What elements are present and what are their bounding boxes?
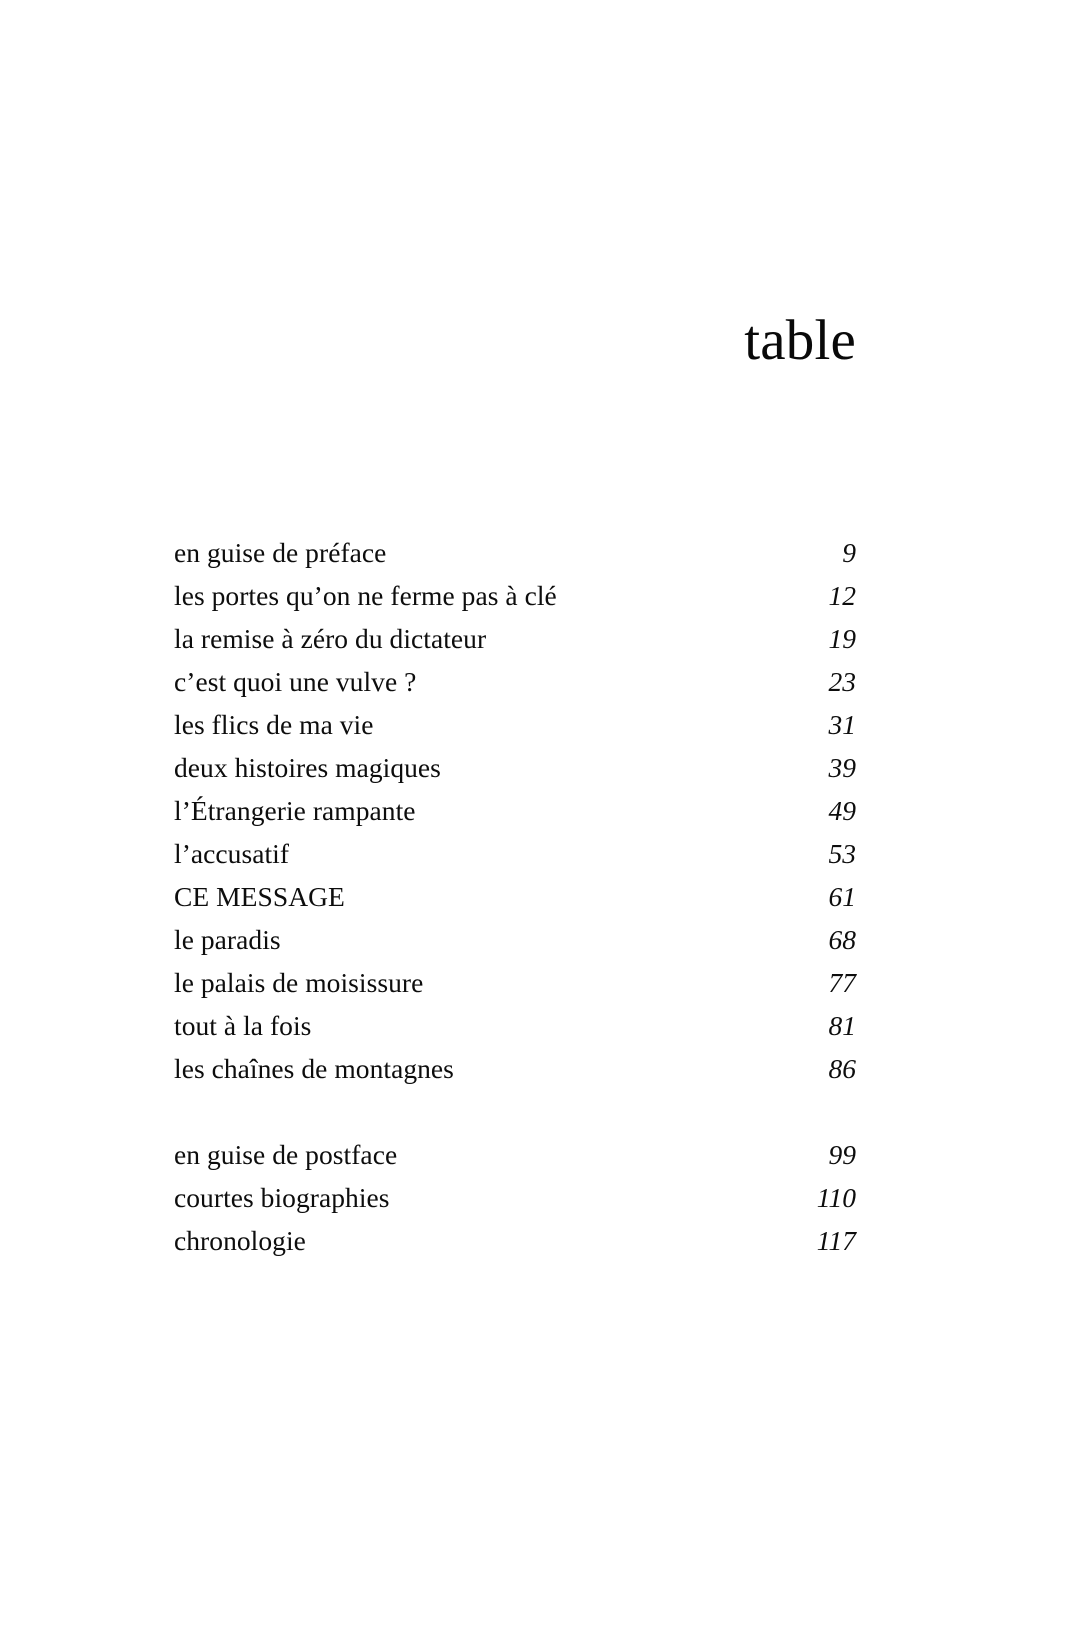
toc-entry[interactable] [174, 1219, 856, 1262]
toc-entry[interactable] [174, 1176, 856, 1219]
toc-entry-title: les portes qu’on ne ferme pas à clé [174, 580, 557, 611]
toc-entry-title: le paradis [174, 924, 281, 955]
toc-entry[interactable] [174, 832, 856, 875]
toc-entry-title: tout à la fois [174, 1010, 312, 1041]
table-of-contents [174, 531, 856, 1262]
page-title: table [744, 309, 856, 372]
toc-entry-page-number: 9 [842, 537, 856, 568]
toc-entry-title: l’Étrangerie rampante [174, 795, 416, 826]
toc-entry-page-number: 31 [828, 709, 856, 740]
toc-entry-page-number: 81 [828, 1010, 856, 1041]
toc-entry[interactable] [174, 1133, 856, 1176]
toc-entry-page-number: 39 [828, 752, 856, 783]
toc-entry-page-number: 77 [828, 967, 856, 998]
toc-entry[interactable] [174, 1047, 856, 1090]
toc-entry[interactable] [174, 617, 856, 660]
toc-entry-title: chronologie [174, 1225, 306, 1256]
toc-entry[interactable] [174, 875, 856, 918]
toc-entry-page-number: 53 [828, 838, 856, 869]
toc-entry-page-number: 23 [828, 666, 856, 697]
toc-entry-page-number: 19 [828, 623, 856, 654]
toc-group-back-matter [174, 1133, 856, 1262]
toc-entry-title: en guise de postface [174, 1139, 398, 1170]
toc-entry-title: les flics de ma vie [174, 709, 374, 740]
toc-entry-title: c’est quoi une vulve ? [174, 666, 417, 697]
toc-entry-title: CE MESSAGE [174, 881, 345, 912]
toc-entry[interactable] [174, 574, 856, 617]
toc-entry-page-number: 61 [828, 881, 856, 912]
toc-group-main [174, 531, 856, 1090]
toc-entry[interactable] [174, 531, 856, 574]
toc-entry[interactable] [174, 918, 856, 961]
toc-entry-title: le palais de moisissure [174, 967, 424, 998]
toc-entry-page-number: 117 [816, 1225, 856, 1256]
toc-entry-title: en guise de préface [174, 537, 387, 568]
toc-entry-page-number: 68 [828, 924, 856, 955]
toc-entry-title: deux histoires magiques [174, 752, 441, 783]
toc-entry[interactable] [174, 703, 856, 746]
toc-entry[interactable] [174, 961, 856, 1004]
toc-entry-title: courtes biographies [174, 1182, 390, 1213]
toc-entry-page-number: 110 [816, 1182, 856, 1213]
toc-entry[interactable] [174, 746, 856, 789]
toc-entry[interactable] [174, 1004, 856, 1047]
toc-entry-page-number: 12 [828, 580, 856, 611]
toc-entry-page-number: 86 [828, 1053, 856, 1084]
toc-entry-title: les chaînes de montagnes [174, 1053, 454, 1084]
toc-entry-page-number: 99 [828, 1139, 856, 1170]
toc-entry-page-number: 49 [828, 795, 856, 826]
toc-entry-title: la remise à zéro du dictateur [174, 623, 487, 654]
toc-entry[interactable] [174, 789, 856, 832]
toc-entry-title: l’accusatif [174, 838, 290, 869]
toc-entry[interactable] [174, 660, 856, 703]
